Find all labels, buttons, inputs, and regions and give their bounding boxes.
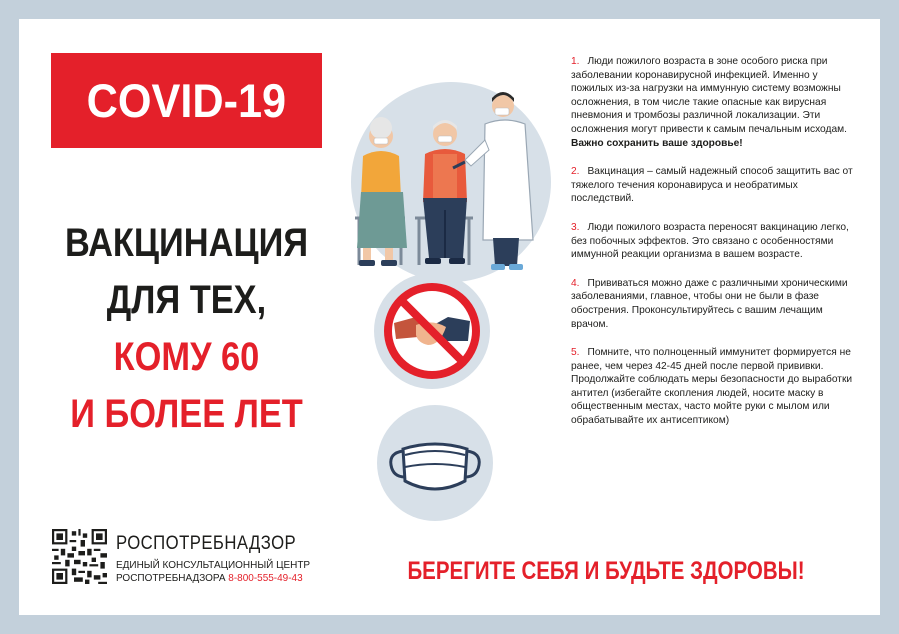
tip-item-1: 1. Люди пожилого возраста в зоне особого риска при заболевании коронавирусной инфекцией. Именно у пожилых из-за нагрузки на иммунную систему возможны осложнения, в том числе такие опасные как вирусная пневмония и тромбозы различной локализации. Эти осложнения могут привести к самым печальным исходам. Важно сохранить ваше здоровье! — [571, 56, 847, 149]
tip-item-5: 5. Помните, что полноценный иммунитет формируется не ранее, чем через 42-45 дней после первой прививки. Продолжайте соблюдать меры безопасности до выработки антител (избегайте скопления людей, носите маску в общественным местах, часто мойте руки с мылом или обрабатывайте их антисептиком) — [571, 347, 853, 427]
tip-item-4: 4. Прививаться можно даже с различными хроническими заболеваниями, главное, чтобы они не были в фазе обострения. Проконсультируйтесь с вашим лечащим врачом. — [571, 277, 848, 330]
no-handshake-icon — [372, 271, 492, 391]
headline-line-3: КОМУ 60 — [113, 335, 260, 379]
brand-subtitle-line-1: ЕДИНЫЙ КОНСУЛЬТАЦИОННЫЙ ЦЕНТР — [116, 559, 311, 571]
covid-banner — [51, 53, 322, 148]
tip-item-2: 2. Вакцинация – самый надежный способ защитить вас от тяжелого течения коронавируса и необратимых последствий. — [571, 166, 853, 205]
covid-banner-text: COVID-19 — [86, 74, 287, 127]
footer-slogan: БЕРЕГИТЕ СЕБЯ И БУДЬТЕ ЗДОРОВЫ! — [407, 557, 805, 585]
face-mask-icon — [375, 403, 495, 523]
tip-item-3: 3. Люди пожилого возраста переносят вакцинацию легко, без побочных эффектов. Это связано с особенностями иммунной реакции организма в вашем возрасте. — [571, 221, 849, 261]
poster-sheet — [19, 19, 880, 615]
rospotrebnadzor-brand — [52, 529, 342, 591]
vaccination-scene-illustration — [333, 70, 565, 302]
hotline-phone[interactable]: 8-800-555-49-43 — [228, 572, 303, 584]
brand-name: РОСПОТРЕБНАДЗОР — [116, 533, 297, 554]
headline — [34, 215, 339, 443]
tips-list — [571, 55, 861, 443]
headline-line-4: И БОЛЕЕ ЛЕТ — [70, 392, 303, 436]
qr-code-icon — [52, 529, 107, 584]
headline-line-1: ВАКЦИНАЦИЯ — [64, 221, 309, 265]
headline-line-2: ДЛЯ ТЕХ, — [106, 278, 267, 322]
brand-subtitle — [116, 559, 310, 585]
brand-subtitle-line-2: РОСПОТРЕБНАДЗОРА 8-800-555-49-43 — [116, 572, 303, 584]
